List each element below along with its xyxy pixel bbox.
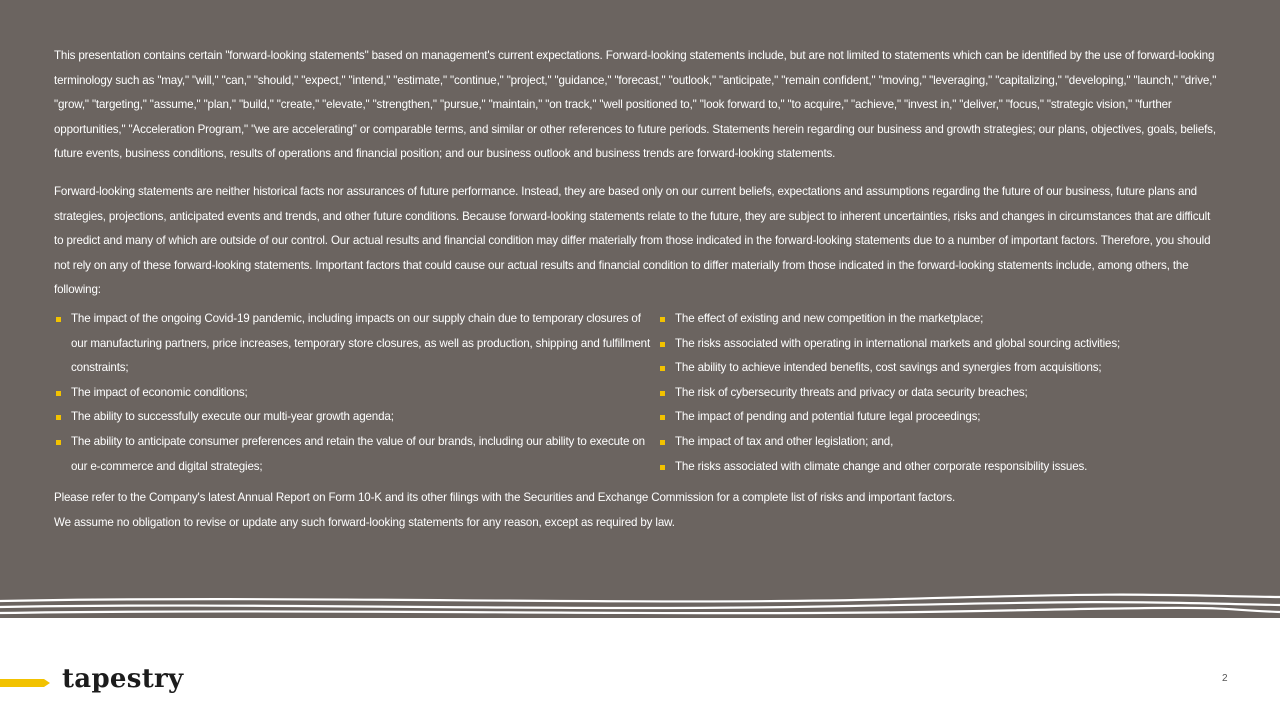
risk-paragraph: Forward-looking statements are neither historical facts nor assurances of future performance. Instead, they are based only on our current beliefs, expectations and assumptions regarding the future of our business, future plans and strategies, projections, anticipated events and trends, and other future conditions. Because forward-looking statements relate to the future, they are subject to inherent uncertainties, risks and changes in circumstances that are difficult to predict and many of which are outside of our control. Our actual results and financial condition may differ materially from those indicated in the forward-looking statements due to a number of important factors. Therefore, you should not rely on any of these forward-looking statements. Important factors that could cause our actual results and financial condition to differ materially from those indicated in the forward-looking statements include, among others, the following: (54, 184, 1211, 297)
list-item: The risks associated with operating in international markets and global sourcing activities; (658, 332, 1218, 357)
decorative-wave-lines (0, 580, 1280, 620)
left-bullet-column (54, 307, 654, 479)
page-number: 2 (1222, 673, 1228, 684)
list-item: The ability to successfully execute our multi-year growth agenda; (54, 405, 654, 430)
tapestry-logo: tapestry (62, 664, 184, 694)
list-item: The impact of pending and potential future legal proceedings; (658, 405, 1218, 430)
risk-factor-lists (54, 307, 1222, 479)
logo-accent-arrow (0, 679, 50, 687)
intro-paragraph: This presentation contains certain "forward-looking statements" based on management's current expectations. Forward-looking statements include, but are not limited to statements which can be identified by the use of forward-looking terminology such as "may," "will," "can," "should," "expect," "intend," "estimate," "continue," "project," "guidance," "forecast," "outlook," "anticipate," "remain confident," "moving," "leveraging," "capitalizing," "developing," "launch," "drive," "grow," "targeting," "assume," "plan," "build," "create," "elevate," "strengthen," "pursue," "maintain," "on track," "well positioned to," "look forward to," "to acquire," "achieve," "invest in," "deliver," "focus," "strategic vision," "further opportunities," "Acceleration Program," "we are accelerating" or comparable terms, and similar or other references to future periods. Statements herein regarding our business and growth strategies; our plans, objectives, goals, beliefs, future events, business conditions, results of operations and financial position; and our business outlook and business trends are forward-looking statements. (54, 49, 1217, 161)
list-item: The ability to achieve intended benefits, cost savings and synergies from acquisitions; (658, 356, 1218, 381)
list-item: The ability to anticipate consumer preferences and retain the value of our brands, including our ability to execute on our e-commerce and digital strategies; (54, 430, 654, 479)
list-item: The risks associated with climate change and other corporate responsibility issues. (658, 455, 1218, 480)
closing-notes (54, 486, 1222, 535)
closing-line-obligation: We assume no obligation to revise or update any such forward-looking statements for any reason, except as required by law. (54, 515, 675, 529)
list-item: The impact of tax and other legislation; and, (658, 430, 1218, 455)
closing-line-refer: Please refer to the Company's latest Annual Report on Form 10-K and its other filings with the Securities and Exchange Commission for a complete list of risks and important factors. (54, 491, 956, 505)
list-item: The impact of the ongoing Covid-19 pandemic, including impacts on our supply chain due to temporary closures of our manufacturing partners, price increases, temporary store closures, as well as production, shipping and fulfillment constraints; (54, 307, 654, 381)
list-item: The impact of economic conditions; (54, 381, 654, 406)
right-bullet-column (658, 307, 1218, 479)
disclaimer-content (54, 44, 1222, 535)
list-item: The risk of cybersecurity threats and privacy or data security breaches; (658, 381, 1218, 406)
list-item: The effect of existing and new competition in the marketplace; (658, 307, 1218, 332)
